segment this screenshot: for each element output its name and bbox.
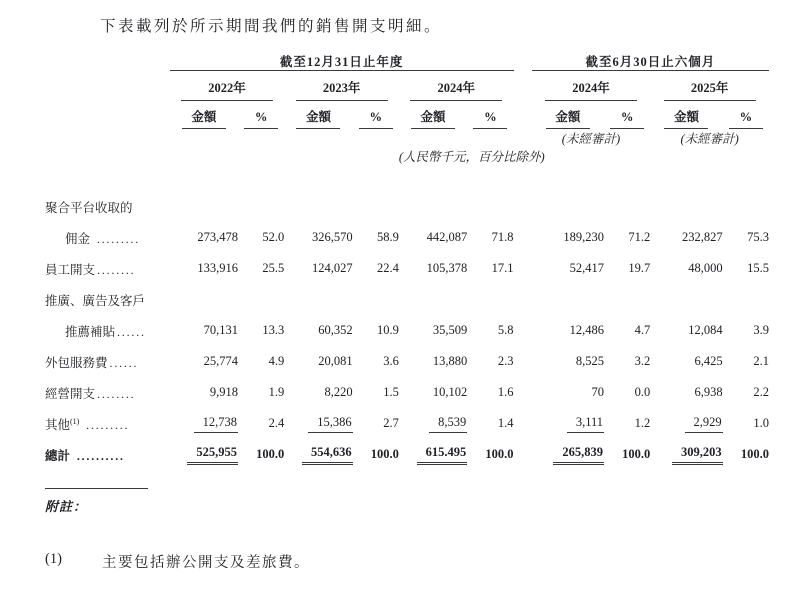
percent-cell: 4.7 xyxy=(634,323,651,337)
amount-cell: 6,938 xyxy=(694,385,723,399)
amount-cell: 48,000 xyxy=(688,261,723,275)
year-header: 2025年 xyxy=(650,71,769,102)
percent-header: % xyxy=(238,101,284,129)
amount-header: 金額 xyxy=(284,101,352,129)
amount-cell: 9,918 xyxy=(209,385,239,399)
percent-cell: 100.0 xyxy=(485,447,514,461)
notes-heading: 附註： xyxy=(45,499,88,514)
amount-cell: 189,230 xyxy=(563,230,605,244)
amount-cell: 8,525 xyxy=(575,354,605,368)
amount-header: 金額 xyxy=(532,101,604,129)
percent-cell: 10.9 xyxy=(377,323,399,337)
amount-cell: 8,220 xyxy=(324,385,353,399)
year-header-row xyxy=(45,71,769,102)
dot-leader: ...... xyxy=(109,355,139,370)
percent-cell: 1.5 xyxy=(383,385,399,399)
row-label: 推廣、廣告及客戶 xyxy=(45,293,146,308)
dot-leader: ........ xyxy=(97,262,136,277)
amount-cell: 554,636 xyxy=(284,439,352,470)
amount-cell: 124,027 xyxy=(312,261,353,275)
table-row xyxy=(45,439,769,470)
table-row xyxy=(45,377,769,408)
expense-breakdown-table xyxy=(45,52,769,470)
group-header-interim: 截至6月30日止六個月 xyxy=(532,52,769,71)
percent-header: % xyxy=(723,101,769,129)
percent-cell: 1.4 xyxy=(497,416,514,430)
amount-cell: 12,486 xyxy=(569,323,605,337)
percent-cell: 3.9 xyxy=(753,323,769,337)
footnote-marker: (1) xyxy=(45,551,62,567)
row-label: 經營開支 ........ xyxy=(45,386,136,401)
percent-cell: 3.2 xyxy=(634,354,651,368)
table-body xyxy=(45,165,769,470)
percent-cell: 0.0 xyxy=(634,385,651,399)
row-label: 佣金 ......... xyxy=(65,231,141,246)
percent-cell: 13.3 xyxy=(262,323,285,337)
amount-cell: 15,386 xyxy=(284,408,352,439)
group-header-row xyxy=(45,52,769,71)
footnote-reference: (1) xyxy=(70,416,80,426)
percent-cell: 5.8 xyxy=(497,323,514,337)
percent-cell: 1.6 xyxy=(497,385,514,399)
amount-cell: 70 xyxy=(591,385,605,399)
table-row xyxy=(45,253,769,284)
unaudited-row xyxy=(45,129,769,147)
year-header: 2024年 xyxy=(399,71,514,102)
amount-cell: 10,102 xyxy=(432,385,468,399)
unaudited-label: (未經審計) xyxy=(561,132,621,146)
percent-cell: 1.0 xyxy=(753,416,769,430)
row-label: 推薦補貼 ...... xyxy=(65,324,146,339)
amount-cell: 70,131 xyxy=(203,323,239,337)
percent-header: % xyxy=(604,101,650,129)
group-header-annual: 截至12月31日止年度 xyxy=(170,52,514,71)
percent-cell: 52.0 xyxy=(262,230,285,244)
amount-cell: 3,111 xyxy=(532,408,604,439)
percent-cell: 58.9 xyxy=(377,230,399,244)
amount-header: 金額 xyxy=(170,101,238,129)
amount-cell: 6,425 xyxy=(694,354,723,368)
amount-cell: 442,087 xyxy=(426,230,468,244)
percent-cell: 2.4 xyxy=(268,416,285,430)
percent-cell: 100.0 xyxy=(256,447,285,461)
dot-leader: .......... xyxy=(72,448,125,463)
amount-cell: 35,509 xyxy=(432,323,468,337)
dot-leader: ........ xyxy=(97,386,136,401)
percent-cell: 15.5 xyxy=(747,261,769,275)
amount-cell: 12,738 xyxy=(170,408,238,439)
row-label: 其他$^{(1)}$ ......... xyxy=(45,416,130,432)
amount-header: 金額 xyxy=(399,101,467,129)
year-header: 2024年 xyxy=(532,71,651,102)
percent-cell: 100.0 xyxy=(740,447,769,461)
percent-cell: 2.7 xyxy=(383,416,399,430)
amount-cell: 60,352 xyxy=(318,323,353,337)
amount-cell: 265,839 xyxy=(532,439,604,470)
amount-cell: 2,929 xyxy=(650,408,722,439)
amount-cell: 8,539 xyxy=(399,408,467,439)
section-label-row xyxy=(45,165,769,222)
percent-cell: 1.2 xyxy=(634,416,651,430)
percent-cell: 25.5 xyxy=(262,261,285,275)
amount-cell: 615.495 xyxy=(399,439,467,470)
footnote-text: 主要包括辦公開支及差旅費。 xyxy=(102,555,310,571)
amount-cell: 326,570 xyxy=(312,230,353,244)
intro-paragraph: 下表載列於所示期間我們的銷售開支明細。 xyxy=(100,18,443,35)
amount-cell: 309,203 xyxy=(650,439,722,470)
table-row xyxy=(45,315,769,346)
percent-cell: 17.1 xyxy=(491,261,514,275)
dot-leader: ...... xyxy=(117,324,146,339)
year-header: 2022年 xyxy=(170,71,285,102)
unaudited-label: (未經審計) xyxy=(680,132,739,146)
percent-cell: 2.1 xyxy=(753,354,769,368)
amount-cell: 25,774 xyxy=(203,354,239,368)
footnote-divider xyxy=(45,488,148,489)
percent-cell: 100.0 xyxy=(622,447,651,461)
footnote-item xyxy=(45,551,772,572)
year-header: 2023年 xyxy=(284,71,399,102)
amount-header: 金額 xyxy=(650,101,722,129)
amount-cell: 12,084 xyxy=(688,323,723,337)
amount-cell: 133,916 xyxy=(197,261,239,275)
unit-note-row xyxy=(45,147,769,165)
percent-header: % xyxy=(467,101,513,129)
row-label: 員工開支 ........ xyxy=(45,262,136,277)
row-label: 聚合平台收取的 xyxy=(45,200,133,215)
table-header xyxy=(45,52,769,165)
percent-cell: 71.8 xyxy=(491,230,514,244)
amount-cell: 232,827 xyxy=(682,230,723,244)
section-label-row xyxy=(45,284,769,315)
table-row xyxy=(45,346,769,377)
percent-cell: 1.9 xyxy=(268,385,285,399)
percent-cell: 2.3 xyxy=(497,354,514,368)
row-label: 總計 .......... xyxy=(45,448,125,463)
percent-cell: 19.7 xyxy=(628,261,651,275)
amount-cell: 13,880 xyxy=(432,354,468,368)
row-label: 外包服務費 ...... xyxy=(45,355,139,370)
table-row xyxy=(45,408,769,439)
unit-note: (人民幣千元，百分比除外) xyxy=(398,150,545,164)
percent-cell: 2.2 xyxy=(753,385,769,399)
percent-cell: 75.3 xyxy=(747,230,769,244)
dot-leader: ......... xyxy=(92,231,141,246)
percent-cell: 22.4 xyxy=(377,261,399,275)
amount-cell: 105,378 xyxy=(426,261,468,275)
amount-cell: 52,417 xyxy=(569,261,605,275)
column-header-row xyxy=(45,101,769,129)
amount-cell: 273,478 xyxy=(197,230,239,244)
dot-leader: ......... xyxy=(81,417,130,432)
percent-cell: 71.2 xyxy=(628,230,651,244)
amount-cell: 525,955 xyxy=(170,439,238,470)
table-row xyxy=(45,222,769,253)
percent-cell: 4.9 xyxy=(268,354,285,368)
amount-cell: 20,081 xyxy=(318,354,353,368)
percent-header: % xyxy=(353,101,399,129)
percent-cell: 3.6 xyxy=(383,354,399,368)
percent-cell: 100.0 xyxy=(370,447,399,461)
